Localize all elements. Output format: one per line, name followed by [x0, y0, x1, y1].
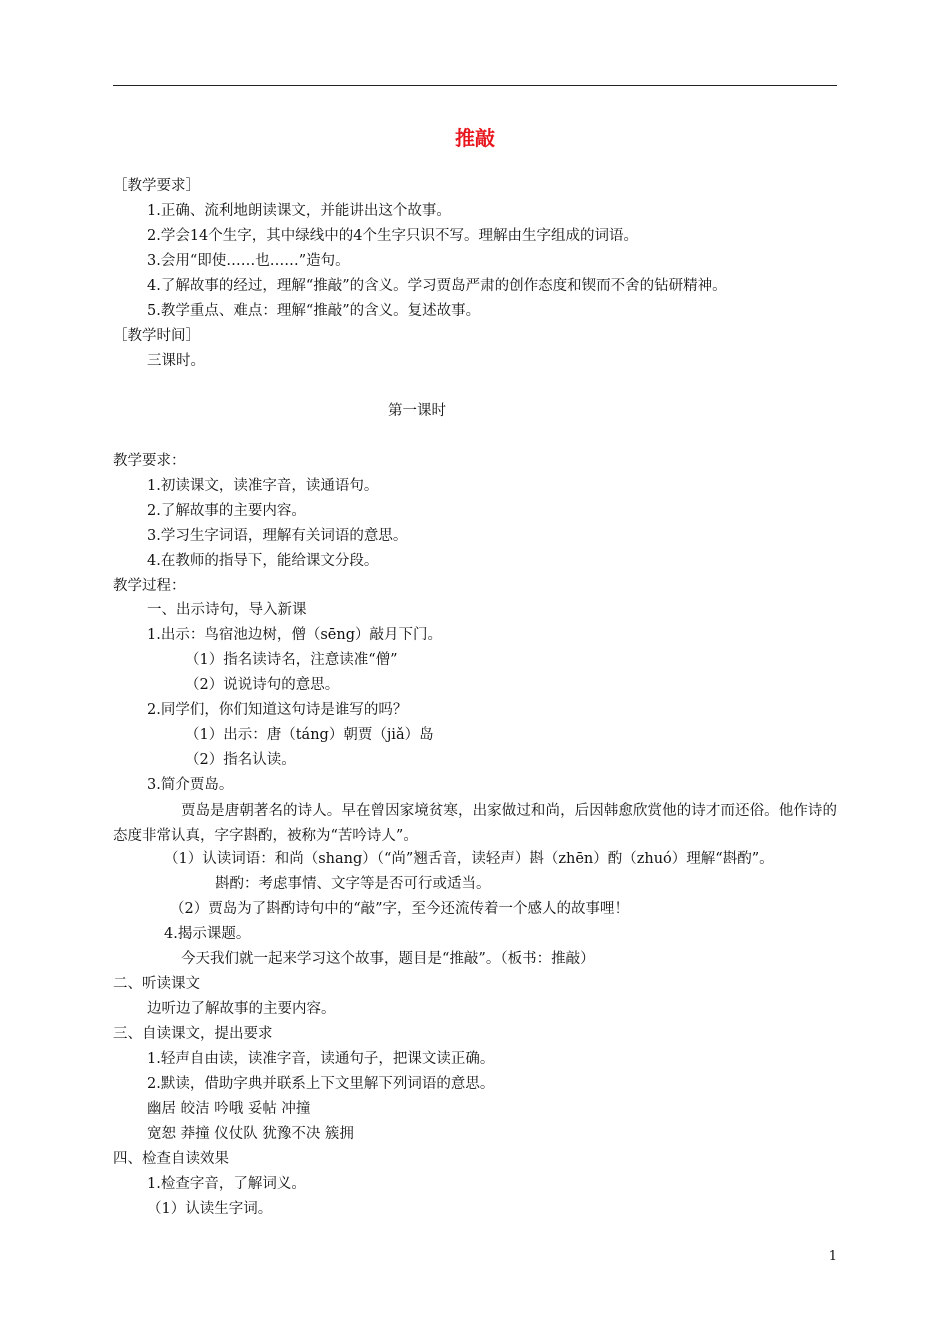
text-line: （2）贾岛为了斟酌诗句中的“敲”字，至今还流传着一个感人的故事哩！	[170, 901, 630, 917]
text-line: 宽恕 莽撞 仪仗队 犹豫不决 簇拥	[147, 1126, 354, 1142]
text-line: （1）认读词语：和尚（shang）（“尚”翘舌音，读轻声）斟（zhēn）酌（zhuó）理解“斟酌”。	[164, 851, 774, 867]
text-line: 3.简介贾岛。	[147, 777, 234, 793]
text-line: 今天我们就一起来学习这个故事，题目是“推敲”。（板书：推敲）	[181, 951, 595, 967]
text-line: 教学要求：	[113, 453, 186, 469]
text-line: 2.同学们，你们知道这句诗是谁写的吗？	[147, 702, 408, 718]
text-line: 4.揭示课题。	[164, 926, 251, 942]
page-number: 1	[828, 1249, 837, 1264]
text-line: 3.学习生字词语，理解有关词语的意思。	[147, 528, 408, 544]
text-line: ［教学时间］	[113, 328, 200, 344]
text-line: 1.初读课文，读准字音，读通语句。	[147, 478, 379, 494]
text-line: （1）认读生字词。	[147, 1201, 273, 1217]
text-line: ［教学要求］	[113, 178, 200, 194]
text-line: 斟酌：考虑事情、文字等是否可行或适当。	[215, 876, 491, 892]
text-line: （1）出示：唐（táng）朝贾（jiǎ）岛	[185, 727, 434, 743]
text-line: 四、检查自读效果	[113, 1151, 229, 1167]
text-line: 5.教学重点、难点：理解“推敲”的含义。复述故事。	[147, 303, 481, 319]
page-title: 推敲	[455, 126, 495, 150]
text-line: 4.在教师的指导下，能给课文分段。	[147, 553, 379, 569]
text-line: （2）指名认读。	[185, 752, 296, 768]
text-line: 2.了解故事的主要内容。	[147, 503, 306, 519]
text-line: 第一课时	[388, 403, 446, 419]
text-line: 教学过程：	[113, 578, 186, 594]
text-line: 三、自读课文，提出要求	[113, 1026, 273, 1042]
text-line: 2.默读，借助字典并联系上下文里解下列词语的意思。	[147, 1076, 495, 1092]
text-line: 三课时。	[147, 353, 205, 369]
text-line: 1.出示：鸟宿池边树，僧（sēng）敲月下门。	[147, 627, 442, 643]
text-line: 二、听读课文	[113, 976, 200, 992]
text-line: 1.检查字音，了解词义。	[147, 1176, 306, 1192]
text-line: 1.正确、流利地朗读课文，并能讲出这个故事。	[147, 203, 451, 219]
text-line: 2.学会14个生字，其中绿线中的4个生字只识不写。理解由生字组成的词语。	[147, 228, 639, 244]
text-line: 4.了解故事的经过，理解“推敲”的含义。学习贾岛严肃的创作态度和锲而不舍的钻研精神。	[147, 278, 727, 294]
text-line: 边听边了解故事的主要内容。	[147, 1001, 336, 1017]
text-line: 一、出示诗句，导入新课	[147, 602, 307, 618]
intro-paragraph: 贾岛是唐朝著名的诗人。早在曾因家境贫寒，出家做过和尚，后因韩愈欣赏他的诗才而还俗。他作诗的态度非常认真，字字斟酌，被称为“苦吟诗人”。	[113, 803, 837, 844]
text-line: 1.轻声自由读，读准字音，读通句子，把课文读正确。	[147, 1051, 495, 1067]
text-line: 幽居 皎洁 吟哦 妥帖 冲撞	[147, 1101, 311, 1117]
text-line: 3.会用“即使……也……”造句。	[147, 253, 350, 269]
text-line: （1）指名读诗名，注意读准“僧”	[185, 652, 398, 668]
text-line: （2）说说诗句的意思。	[185, 677, 340, 693]
header-rule	[113, 85, 837, 86]
